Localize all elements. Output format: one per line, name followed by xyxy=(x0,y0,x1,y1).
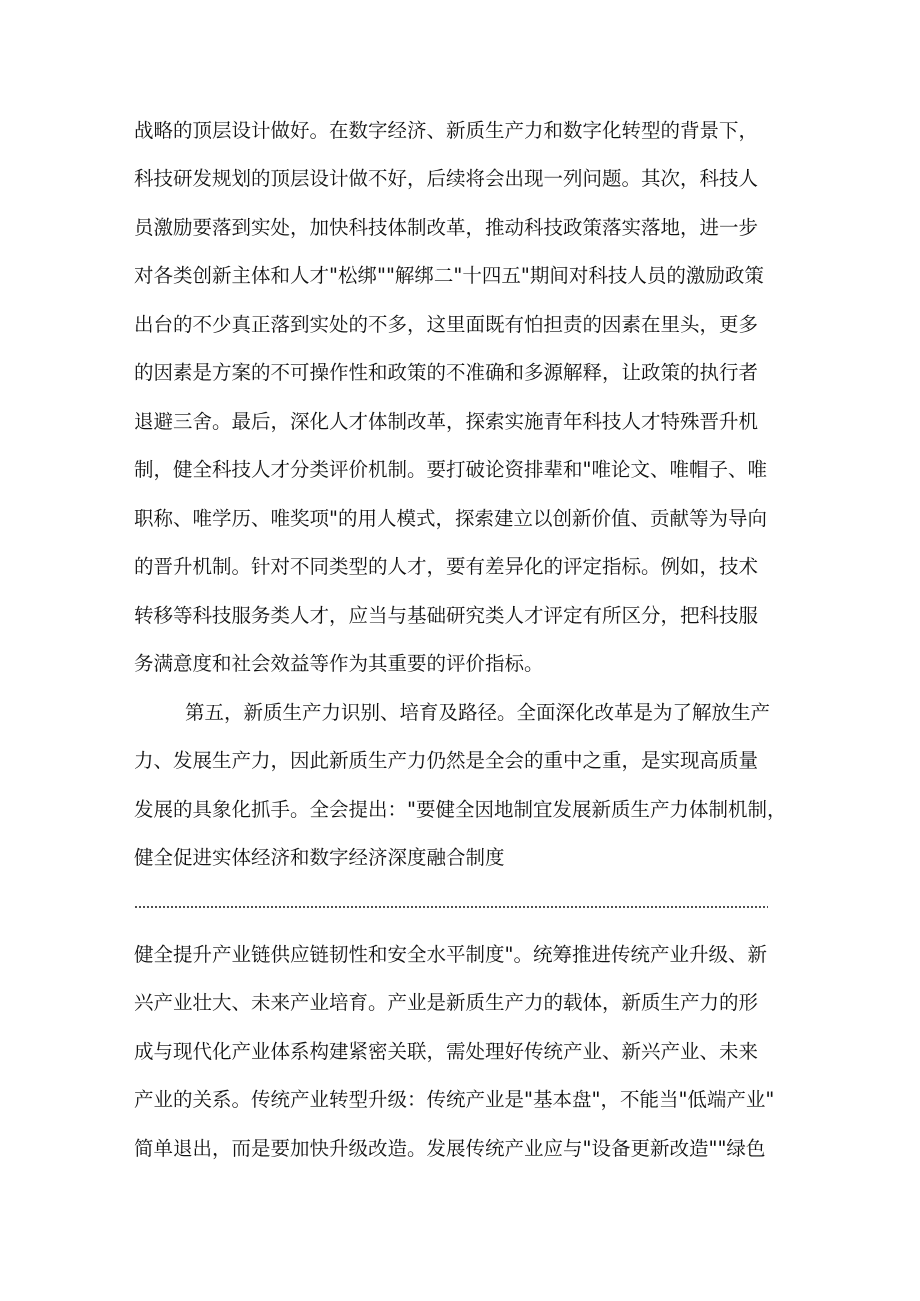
text-line: 兴产业壮大、未来产业培育。产业是新质生产力的载体，新质生产力的形 xyxy=(134,991,759,1014)
text-line: 出台的不少真正落到实处的不多，这里面既有怕担责的因素在里头，更多 xyxy=(134,313,759,336)
text-line: 转移等科技服务类人才，应当与基础研究类人才评定有所区分，把科技服 xyxy=(134,604,759,627)
text-line: 退避三舍。最后，深化人才体制改革，探索实施青年科技人才特殊晋升机 xyxy=(134,410,759,433)
text-line: 职称、唯学历、唯奖项"的用人模式，探索建立以创新价值、贡献等为导向 xyxy=(134,507,767,530)
text-line: 对各类创新主体和人才"松绑""解绑二"十四五"期间对科技人员的激励政策 xyxy=(134,264,764,287)
text-line: 力、发展生产力，因此新质生产力仍然是全会的重中之重，是实现高质量 xyxy=(134,749,759,772)
text-line: 产业的关系。传统产业转型升级：传统产业是"基本盘"，不能当"低端产业" xyxy=(134,1088,775,1111)
text-line: 健全促进实体经济和数字经济深度融合制度 xyxy=(134,846,505,869)
text-line: 员激励要落到实处，加快科技体制改革，推动科技政策落实落地，进一步 xyxy=(134,216,759,239)
text-line: 健全提升产业链供应链韧性和安全水平制度"。统筹推进传统产业升级、新 xyxy=(134,943,767,966)
text-line: 简单退出，而是要加快升级改造。发展传统产业应与"设备更新改造""绿色 xyxy=(134,1137,766,1160)
text-line: 第五，新质生产力识别、培育及路径。全面深化改革是为了解放生产 xyxy=(185,701,771,724)
text-line: 的晋升机制。针对不同类型的人才，要有差异化的评定指标。例如，技术 xyxy=(134,555,759,578)
dotted-separator xyxy=(134,901,768,913)
text-line: 制，健全科技人才分类评价机制。要打破论资排辈和"唯论文、唯帽子、唯 xyxy=(134,458,767,481)
text-line: 科技研发规划的顶层设计做不好，后续将会出现一列问题。其次，科技人 xyxy=(134,167,759,190)
text-line: 战略的顶层设计做好。在数字经济、新质生产力和数字化转型的背景下， xyxy=(134,119,759,142)
text-line: 发展的具象化抓手。全会提出："要健全因地制宜发展新质生产力体制机制， xyxy=(134,798,787,821)
text-line: 务满意度和社会效益等作为其重要的评价指标。 xyxy=(134,652,544,675)
text-line: 成与现代化产业体系构建紧密关联，需处理好传统产业、新兴产业、未来 xyxy=(134,1040,759,1063)
text-line: 的因素是方案的不可操作性和政策的不准确和多源解释，让政策的执行者 xyxy=(134,361,759,384)
